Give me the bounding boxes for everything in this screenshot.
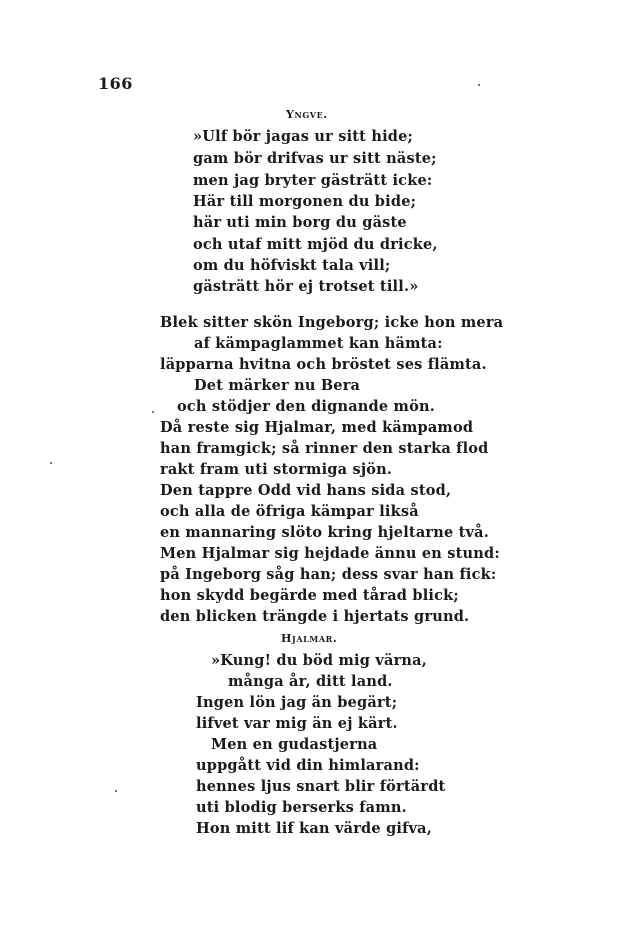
narrative-line: af kämpaglammet kan hämta: xyxy=(194,335,443,352)
narrative-line: Då reste sig Hjalmar, med kämpamod xyxy=(160,419,474,436)
narrative-line: den blicken trängde i hjertats grund. xyxy=(160,608,470,625)
verse-line: Hon mitt lif kan värde gifva, xyxy=(196,820,433,837)
verse-line: om du höfviskt tala vill; xyxy=(193,257,391,274)
narrative-line: Men Hjalmar sig hejdade ännu en stund: xyxy=(160,545,500,562)
scan-speck xyxy=(478,84,480,86)
verse-line: lifvet var mig än ej kärt. xyxy=(196,715,398,732)
verse-line: här uti min borg du gäste xyxy=(193,214,407,231)
scan-speck xyxy=(50,462,52,464)
verse-line: »Kung! du böd mig värna, xyxy=(211,652,427,669)
verse-line: men jag bryter gästrätt icke: xyxy=(193,172,433,189)
verse-line: Här till morgonen du bide; xyxy=(193,193,417,210)
narrative-line: Den tappre Odd vid hans sida stod, xyxy=(160,482,452,499)
narrative-line: läpparna hvitna och bröstet ses flämta. xyxy=(160,356,487,373)
narrative-line: hon skydd begärde med tårad blick; xyxy=(160,587,459,604)
verse-line: många år, ditt land. xyxy=(228,673,393,690)
verse-line: gam bör drifvas ur sitt näste; xyxy=(193,150,437,167)
page-number: 166 xyxy=(98,74,133,93)
scan-speck xyxy=(152,411,154,413)
narrative-line: Det märker nu Bera xyxy=(194,377,361,394)
narrative-line: rakt fram uti stormiga sjön. xyxy=(160,461,393,478)
scan-speck xyxy=(115,790,117,792)
verse-line: »Ulf bör jagas ur sitt hide; xyxy=(193,128,414,145)
speaker-heading-yngve: Yngve. xyxy=(286,108,328,121)
narrative-line: han framgick; så rinner den starka flod xyxy=(160,440,489,457)
verse-line: hennes ljus snart blir förtärdt xyxy=(196,778,446,795)
verse-line: uti blodig berserks famn. xyxy=(196,799,407,816)
verse-line: Ingen lön jag än begärt; xyxy=(196,694,398,711)
verse-line: uppgått vid din himlarand: xyxy=(196,757,420,774)
verse-line: och utaf mitt mjöd du dricke, xyxy=(193,236,438,253)
speaker-heading-hjalmar: Hjalmar. xyxy=(281,632,338,645)
narrative-line: och alla de öfriga kämpar likså xyxy=(160,503,419,520)
narrative-line: Blek sitter skön Ingeborg; icke hon mera xyxy=(160,314,504,331)
narrative-line: en mannaring slöto kring hjeltarne två. xyxy=(160,524,490,541)
narrative-line: på Ingeborg såg han; dess svar han fick: xyxy=(160,566,497,583)
verse-line: gästrätt hör ej trotset till.» xyxy=(193,278,419,295)
narrative-line: och stödjer den dignande mön. xyxy=(177,398,435,415)
verse-line: Men en gudastjerna xyxy=(211,736,378,753)
